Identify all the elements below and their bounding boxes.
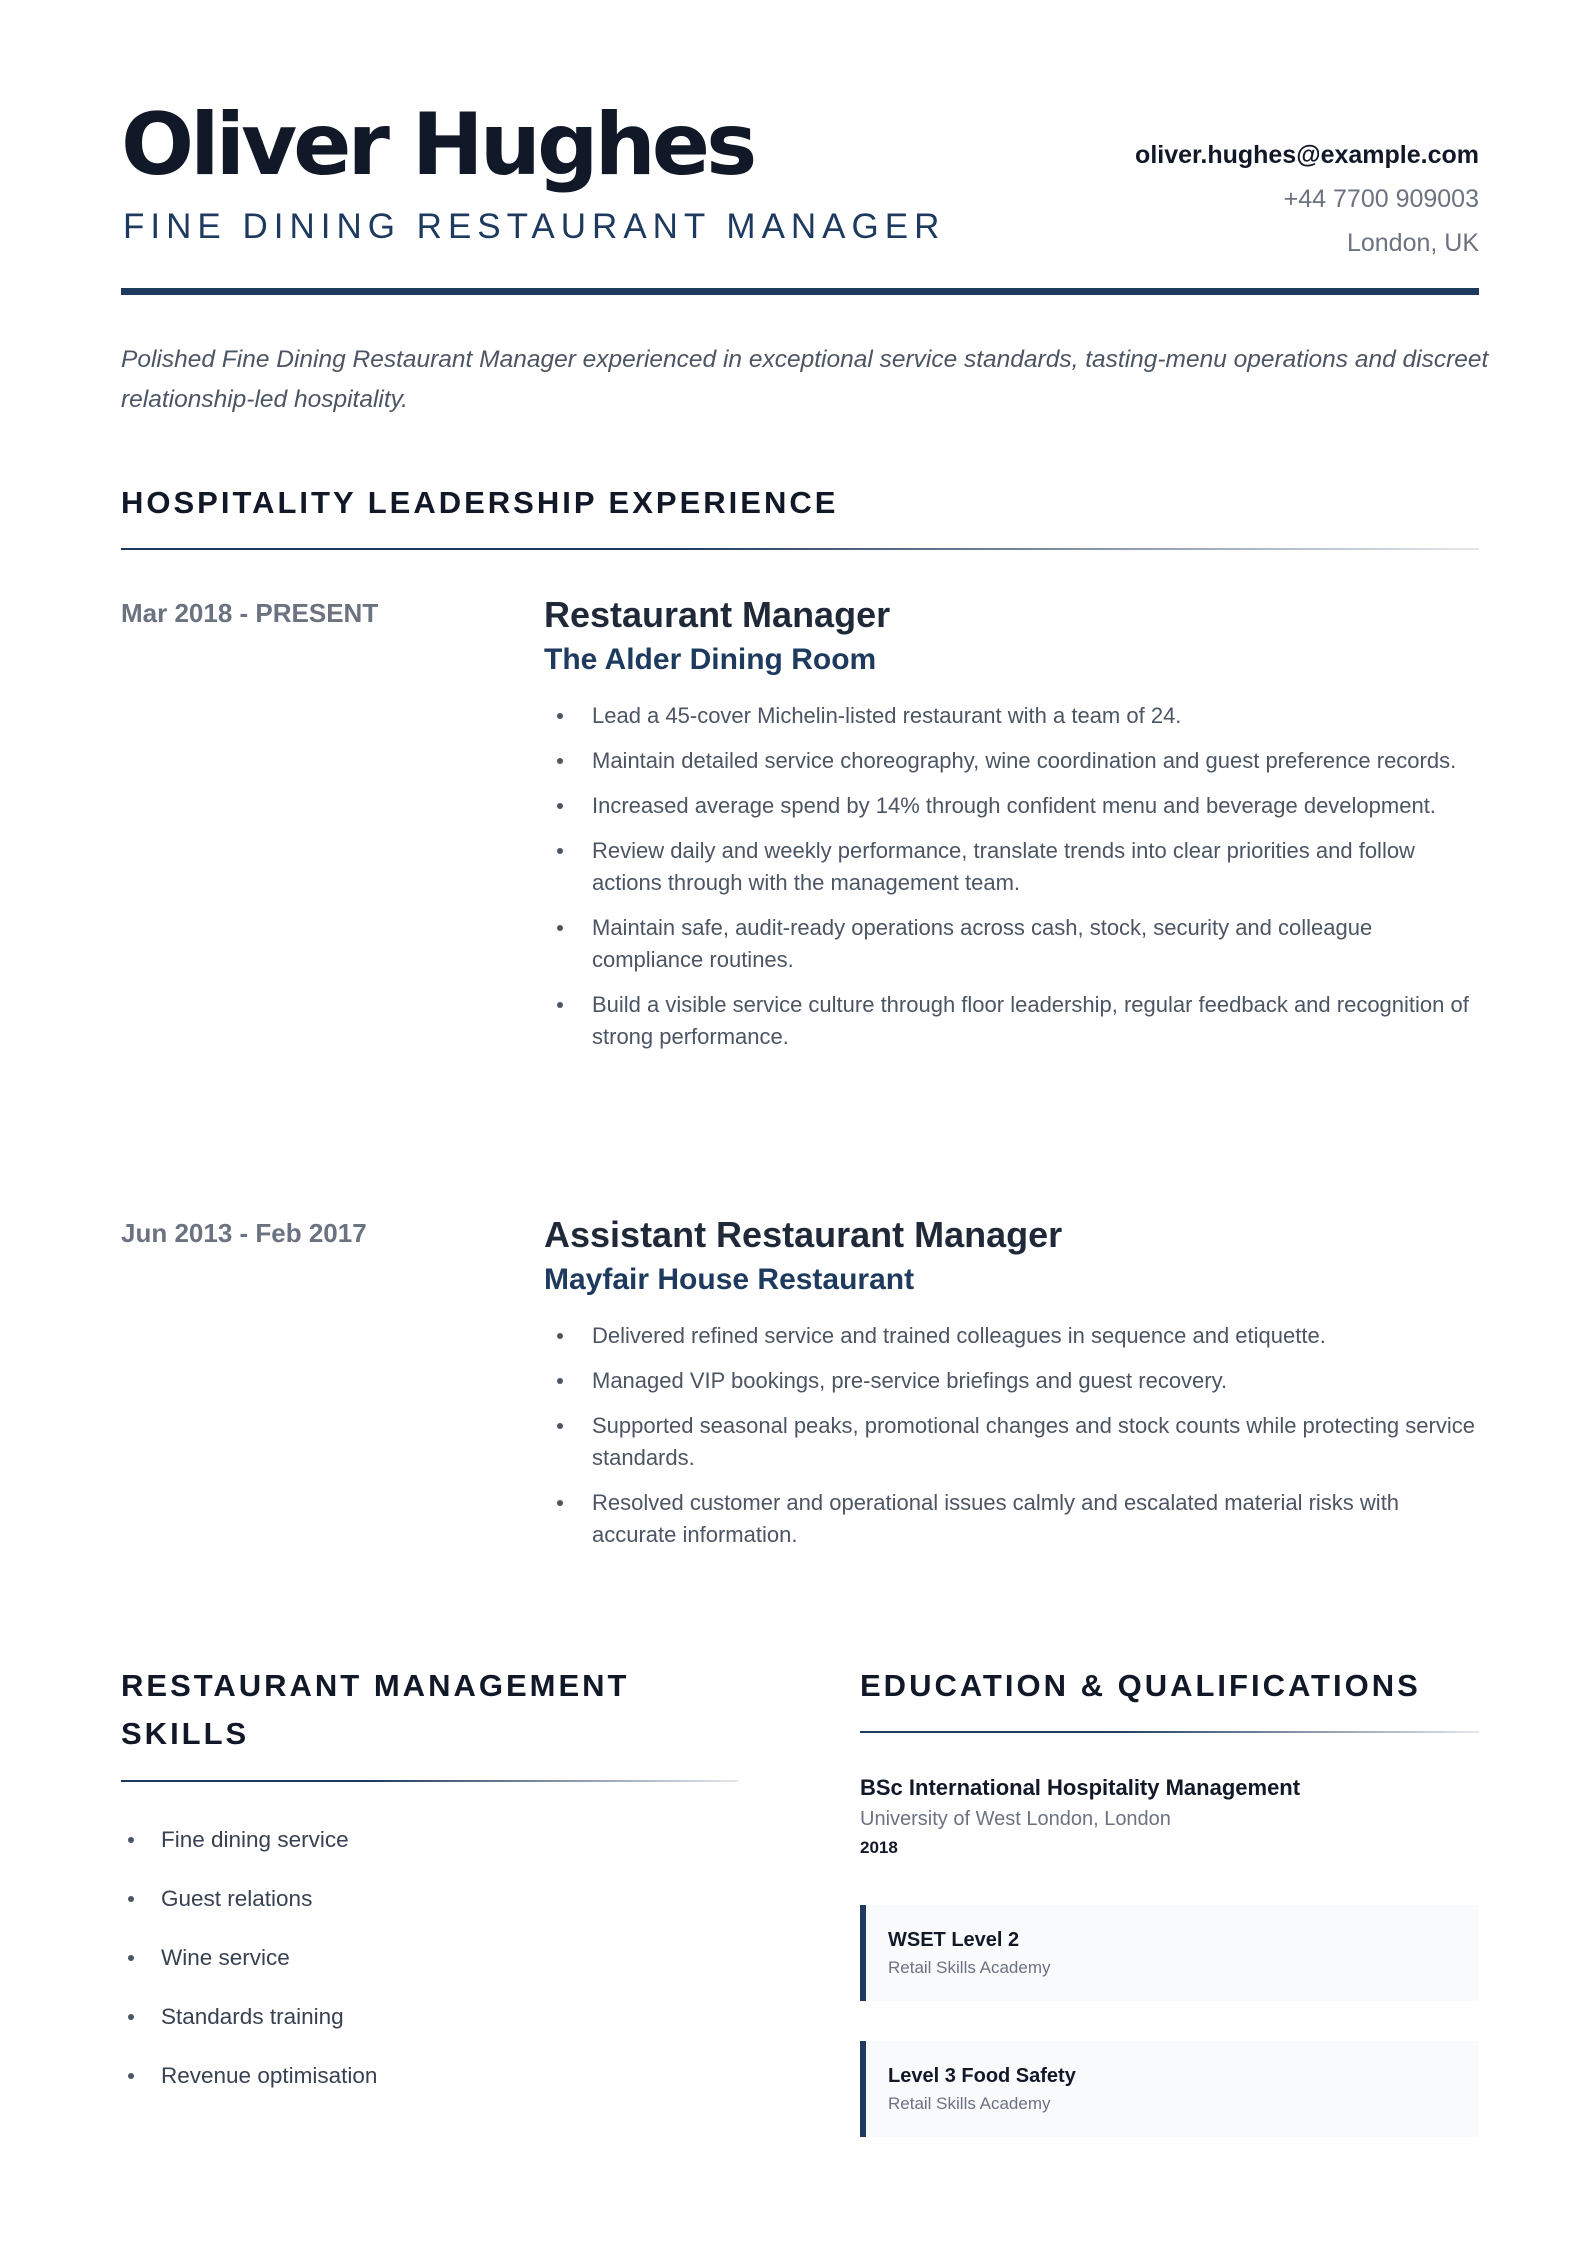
bullet-dot-icon: [128, 1837, 134, 1843]
candidate-name: Oliver Hughes: [121, 95, 754, 195]
job-bullet: [544, 989, 1479, 1053]
bullet-text: Build a visible service culture through floor leadership, regular feedback and recognition of strong performance.: [592, 992, 1469, 1049]
qualification-card: [860, 2041, 1479, 2137]
skills-section-divider: [121, 1780, 738, 1782]
education-section-divider: [860, 1731, 1479, 1733]
skill-item: [121, 1999, 377, 2035]
experience-section-title: HOSPITALITY LEADERSHIP EXPERIENCE: [121, 485, 839, 520]
qualification-name: Level 3 Food Safety: [888, 2065, 1076, 2087]
bullet-text: Supported seasonal peaks, promotional changes and stock counts while protecting service standards.: [592, 1413, 1475, 1470]
contact-email[interactable]: oliver.hughes@example.com: [1135, 141, 1479, 169]
education-section-title: EDUCATION & QUALIFICATIONS: [860, 1668, 1421, 1703]
job-company: Mayfair House Restaurant: [544, 1263, 915, 1296]
job-dates: Jun 2013 - Feb 2017: [121, 1218, 367, 1248]
bullet-dot-icon: [128, 2014, 134, 2020]
skill-text: Guest relations: [161, 1886, 313, 1911]
job-bullets: [544, 1320, 1479, 1551]
bullet-text: Increased average spend by 14% through confident menu and beverage development.: [592, 793, 1436, 818]
bullet-text: Review daily and weekly performance, translate trends into clear priorities and follow actions through with the management team.: [592, 838, 1415, 895]
bullet-dot-icon: [557, 925, 563, 931]
bullet-text: Delivered refined service and trained colleagues in sequence and etiquette.: [592, 1323, 1326, 1348]
job-bullet: [544, 1365, 1479, 1397]
job-company: The Alder Dining Room: [544, 643, 877, 676]
qualification-name: WSET Level 2: [888, 1929, 1020, 1951]
job-title: Restaurant Manager: [544, 594, 891, 635]
degree-year: 2018: [860, 1838, 898, 1857]
skill-item: [121, 1822, 377, 1858]
header-divider: [121, 288, 1479, 295]
profile-summary: Polished Fine Dining Restaurant Manager experienced in exceptional service standards, tasting-menu operations and discreet relationship-led hospitality.: [121, 346, 1489, 413]
candidate-role: FINE DINING RESTAURANT MANAGER: [123, 207, 946, 246]
skill-item: [121, 1881, 377, 1917]
job-bullets: [544, 700, 1479, 1053]
bullet-dot-icon: [557, 1378, 563, 1384]
skills-section-title: [121, 1662, 629, 1758]
bullet-dot-icon: [557, 1333, 563, 1339]
job-bullet: [544, 790, 1479, 822]
bullet-dot-icon: [557, 713, 563, 719]
qualification-card: [860, 1905, 1479, 2001]
bullet-dot-icon: [557, 758, 563, 764]
qualification-org: Retail Skills Academy: [888, 2094, 1051, 2113]
job-bullet: [544, 912, 1479, 976]
bullet-dot-icon: [557, 803, 563, 809]
bullet-dot-icon: [557, 1500, 563, 1506]
degree-name: BSc International Hospitality Management: [860, 1775, 1301, 1800]
job-dates: Mar 2018 - PRESENT: [121, 598, 379, 628]
job-title: Assistant Restaurant Manager: [544, 1214, 1063, 1255]
job-bullet: [544, 835, 1479, 899]
bullet-text: Resolved customer and operational issues calmly and escalated material risks with accurate information.: [592, 1490, 1400, 1547]
job-content: [544, 1212, 1479, 1564]
bullet-text: Managed VIP bookings, pre-service briefings and guest recovery.: [592, 1368, 1228, 1393]
job-bullet: [544, 1410, 1479, 1474]
bullet-dot-icon: [128, 1896, 134, 1902]
bullet-dot-icon: [128, 2073, 134, 2079]
skills-list: [121, 1822, 377, 2117]
bullet-text: Maintain detailed service choreography, wine coordination and guest preference records.: [592, 748, 1457, 773]
bullet-dot-icon: [557, 1423, 563, 1429]
experience-section-divider: [121, 548, 1479, 550]
contact-location: London, UK: [1346, 229, 1479, 257]
skills-title-line1: RESTAURANT MANAGEMENT: [121, 1668, 630, 1703]
skill-text: Fine dining service: [161, 1827, 349, 1852]
bullet-dot-icon: [557, 848, 563, 854]
bullet-text: Lead a 45-cover Michelin-listed restaurant with a team of 24.: [592, 703, 1182, 728]
skill-item: [121, 2058, 377, 2094]
skills-title-line2: SKILLS: [121, 1716, 250, 1751]
job-bullet: [544, 1487, 1479, 1551]
skill-text: Standards training: [161, 2004, 344, 2029]
job-bullet: [544, 1320, 1479, 1352]
job-content: [544, 592, 1479, 1066]
skill-text: Wine service: [161, 1945, 290, 1970]
degree-school: University of West London, London: [860, 1808, 1171, 1830]
skill-item: [121, 1940, 377, 1976]
bullet-text: Maintain safe, audit-ready operations across cash, stock, security and colleague compliance routines.: [592, 915, 1373, 972]
job-bullet: [544, 745, 1479, 777]
bullet-dot-icon: [557, 1002, 563, 1008]
qualification-org: Retail Skills Academy: [888, 1958, 1051, 1977]
resume-header: [121, 95, 1479, 295]
job-bullet: [544, 700, 1479, 732]
contact-phone[interactable]: +44 7700 909003: [1283, 185, 1479, 213]
skill-text: Revenue optimisation: [161, 2063, 378, 2088]
bullet-dot-icon: [128, 1955, 134, 1961]
contact-block: [1135, 133, 1479, 265]
education-entry: [860, 1772, 1480, 1862]
